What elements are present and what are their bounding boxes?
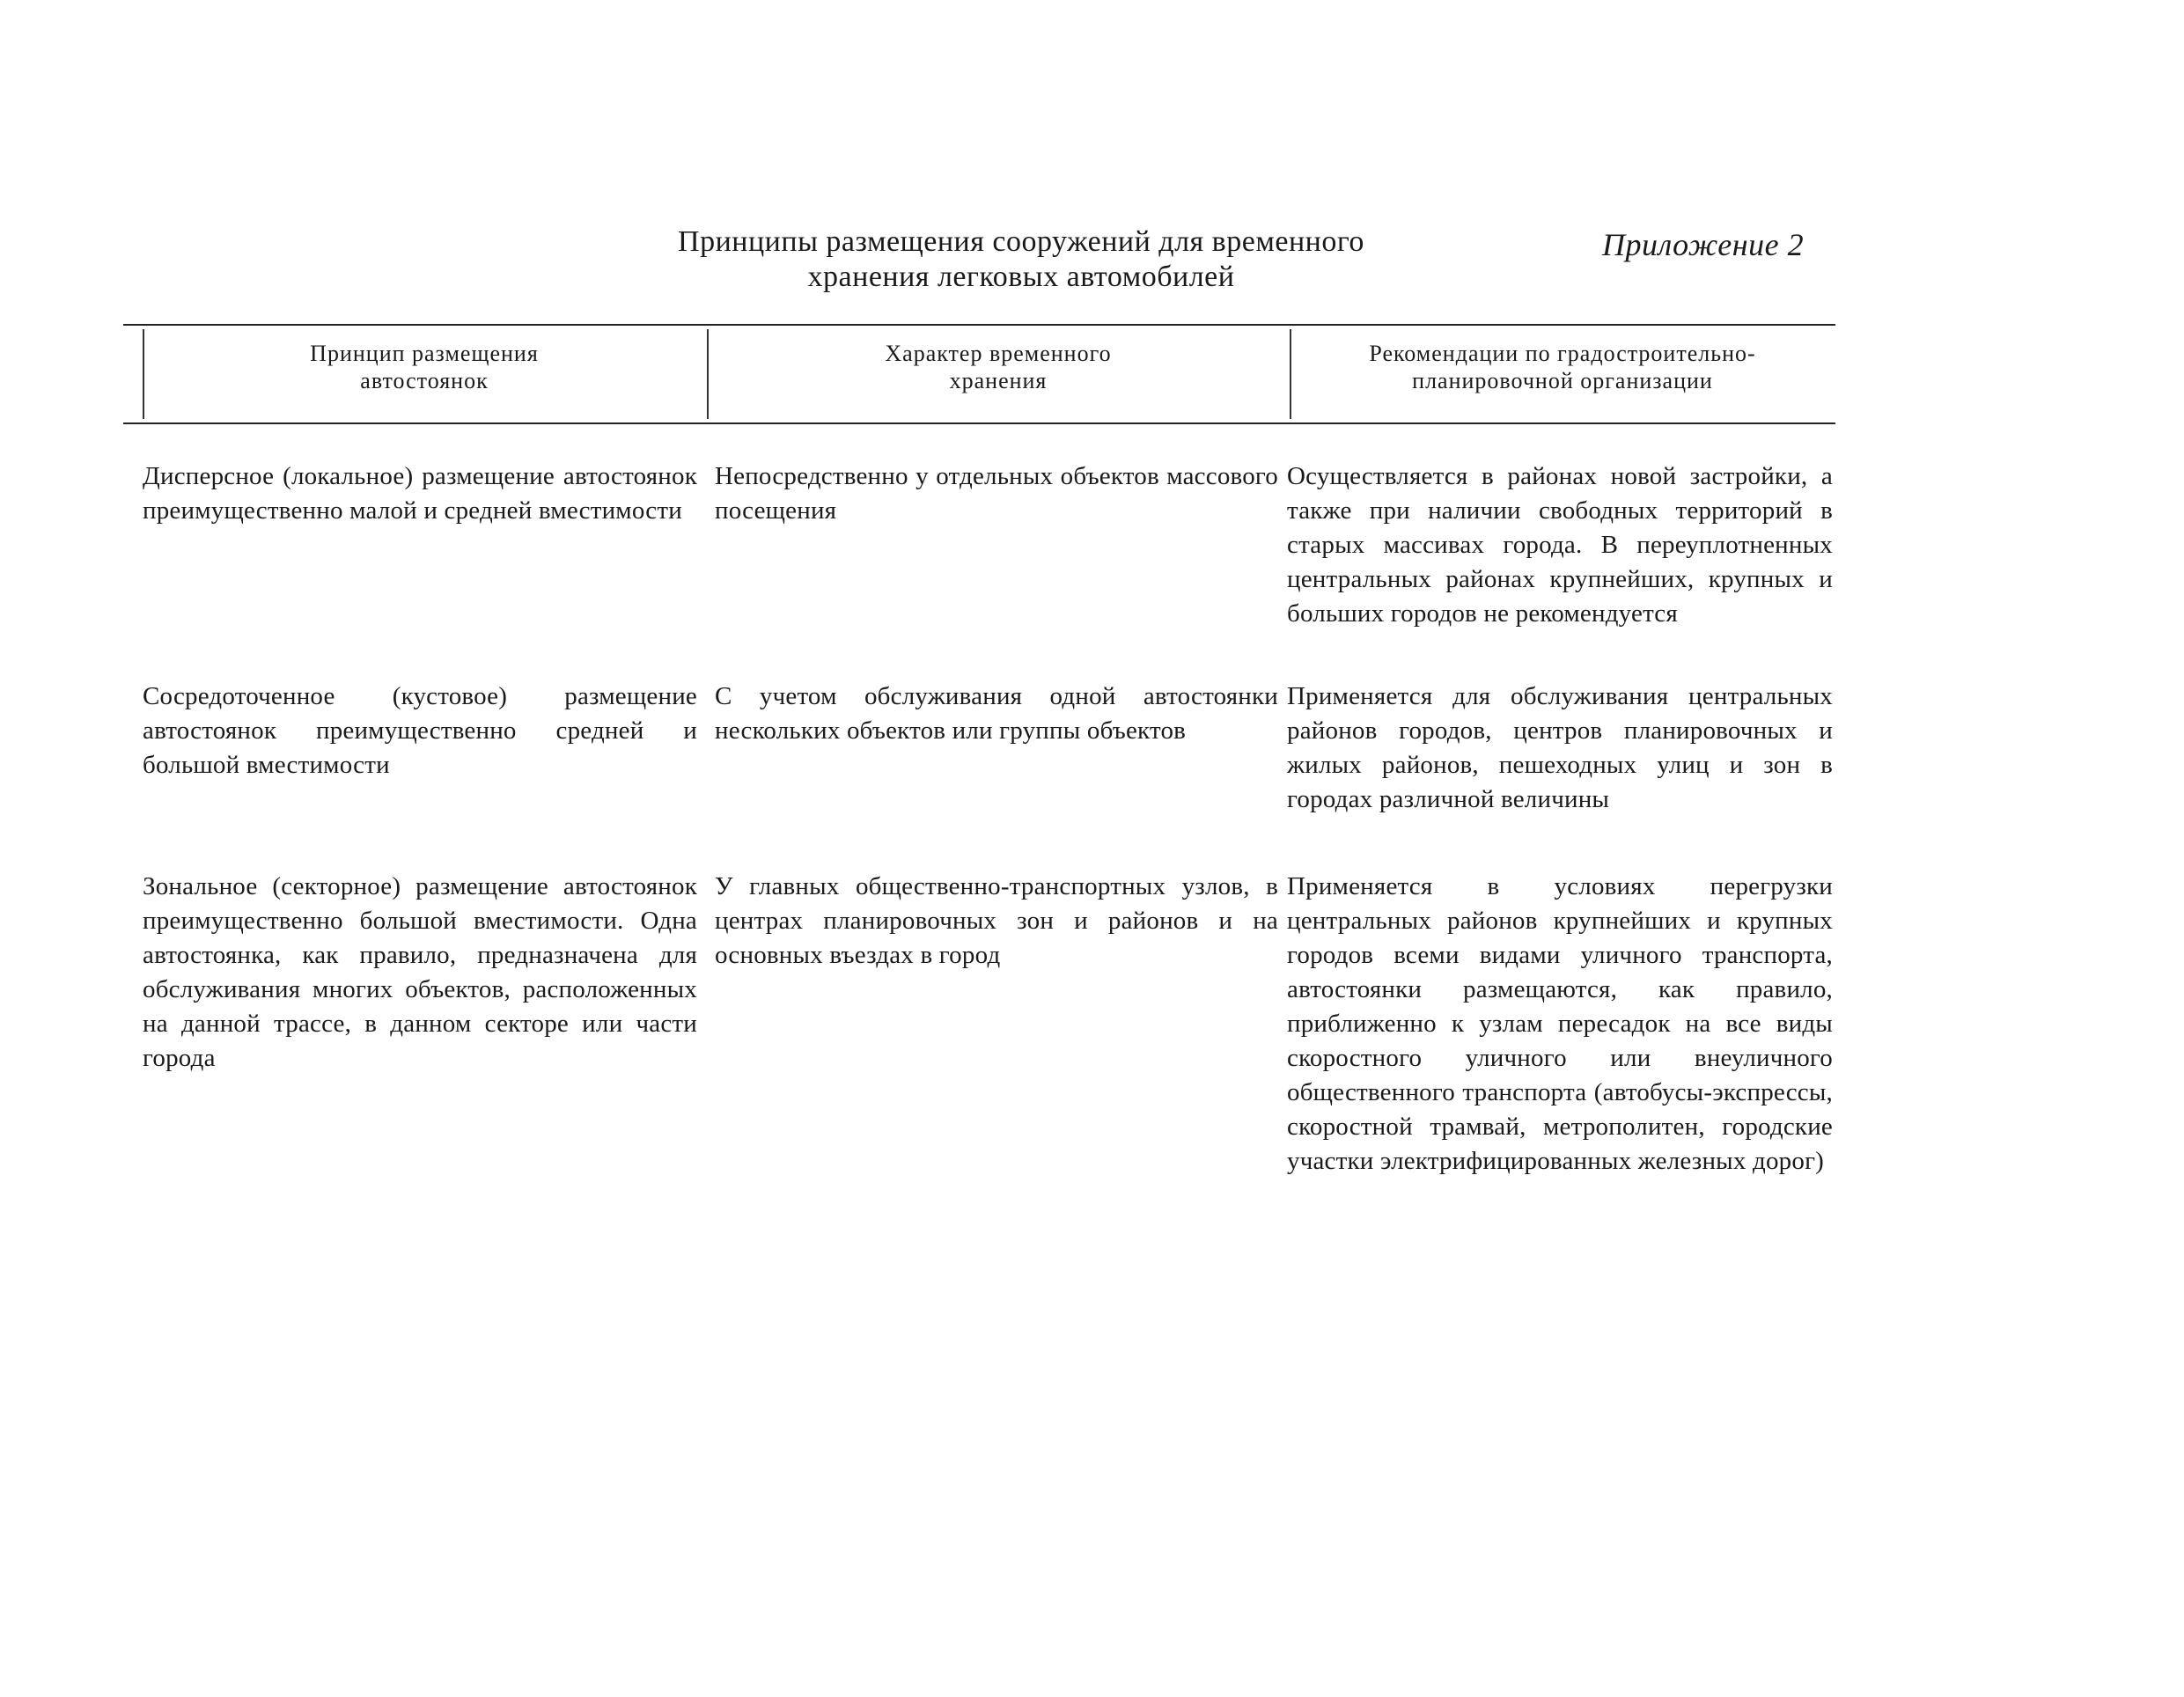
cell-storage-character: У главных общественно-транспортных узлов, в центрах планировочных зон и районов и на основных въездах в город	[715, 872, 1278, 969]
header-line: автостоянок	[360, 368, 489, 393]
header-line: Принцип размещения	[310, 341, 539, 366]
table-row	[123, 680, 1835, 870]
cell-placement-principle: Дисперсное (локальное) размещение автостоянок преимущественно малой и средней вместимости	[143, 462, 697, 525]
cell-recommendation: Осуществляется в районах новой застройки, а также при наличии свободных территорий в старых массивах города. В переуплотненных центральных районах крупнейших, крупных и больших городов не рекомендуется	[1287, 462, 1833, 628]
cell-storage-character: Непосредственно у отдельных объектов массового посещения	[715, 462, 1278, 525]
header-line: Характер временного	[885, 341, 1112, 366]
placement-table	[123, 324, 1835, 1239]
table-header	[123, 324, 1835, 424]
page-title	[528, 224, 1514, 295]
title-line-2: хранения легковых автомобилей	[807, 261, 1235, 293]
title-line-1: Принципы размещения сооружений для временного	[678, 225, 1364, 258]
header-line: хранения	[949, 368, 1048, 393]
header-line: Рекомендации по градостроительно-	[1369, 341, 1756, 366]
header-recommendations	[1290, 340, 1835, 394]
appendix-label: Приложение 2	[1602, 227, 1805, 262]
cell-placement-principle: Зональное (секторное) размещение автостоянок преимущественно большой вместимости. Одна автостоянка, как правило, предназначена для обслуживания многих объектов, расположенных на данной трассе, в данном секторе или части города	[143, 872, 697, 1072]
header-storage-character	[707, 340, 1290, 394]
cell-recommendation: Применяется в условиях перегрузки центральных районов крупнейших и крупных городов всеми видами уличного транспорта, автостоянки размещаются, как правило, приближенно к узлам пересадок на все виды скоростного уличного или внеуличного общественного транспорта (автобусы-экспрессы, скоростной трамвай, метрополитен, городские участки электрифицированных железных дорог)	[1287, 872, 1833, 1175]
table-row	[123, 870, 1835, 1239]
table-row	[123, 459, 1835, 680]
header-line: планировочной организации	[1412, 368, 1713, 393]
cell-placement-principle: Сосредоточенное (кустовое) размещение автостоянок преимущественно средней и большой вместимости	[143, 682, 697, 779]
cell-storage-character: С учетом обслуживания одной автостоянки нескольких объектов или группы объектов	[715, 682, 1278, 745]
header-placement-principle	[143, 340, 706, 394]
cell-recommendation: Применяется для обслуживания центральных районов городов, центров планировочных и жилых районов, пешеходных улиц и зон в городах различной величины	[1287, 682, 1833, 813]
